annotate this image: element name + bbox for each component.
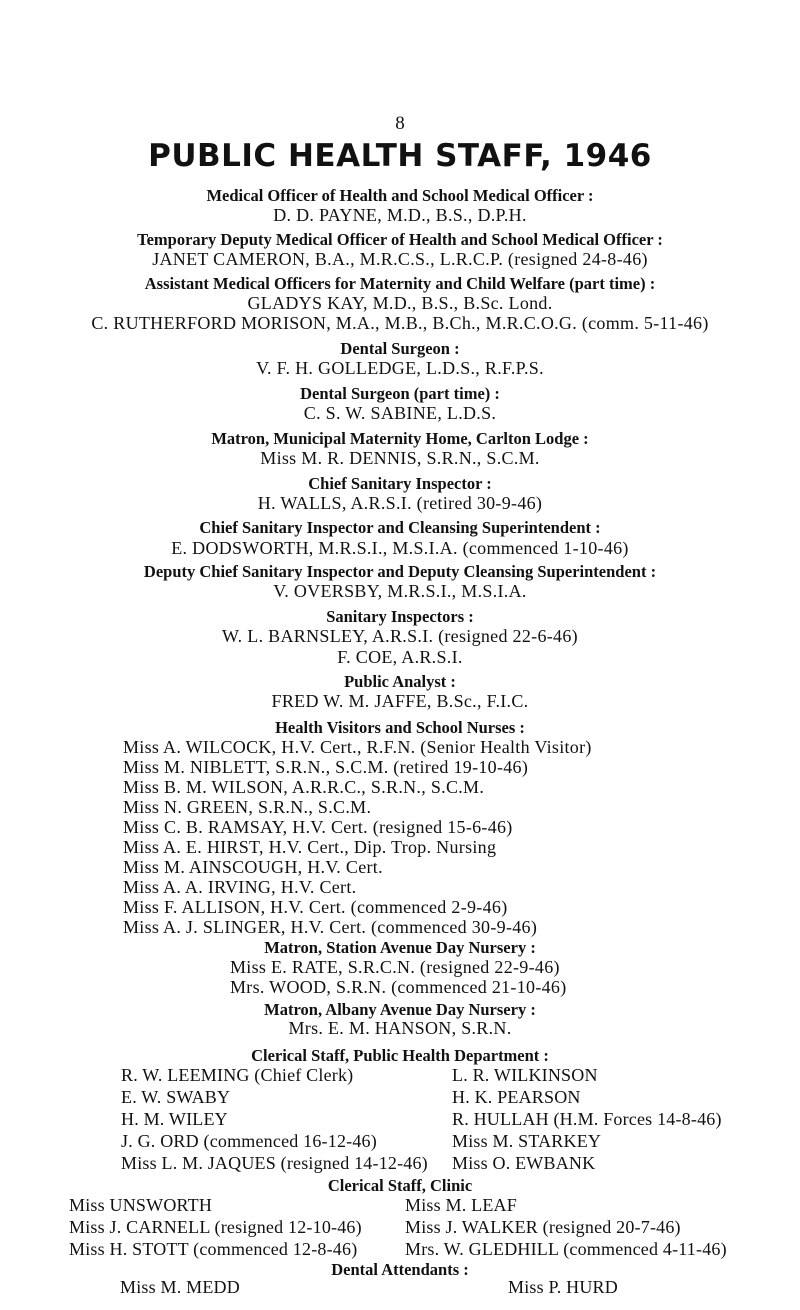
section-heading: Dental Attendants : [331,1260,469,1279]
staff-name: F. COE, A.R.S.I. [337,647,463,667]
dental-attendants-row [120,1276,720,1298]
table-cell: Miss H. STOTT (commenced 12-8-46) [69,1239,358,1259]
section-heading: Public Analyst : [344,672,456,691]
list-item: Miss M. NIBLETT, S.R.N., S.C.M. (retired 19-10-46) [123,757,529,777]
matron-station-list [230,957,567,997]
page-number: 8 [395,113,405,134]
health-visitors-list [123,737,592,937]
staff-name: V. F. H. GOLLEDGE, L.D.S., R.F.P.S. [256,358,544,378]
page-title: PUBLIC HEALTH STAFF, 1946 [148,138,652,174]
table-row [121,1152,781,1174]
list-item: Miss N. GREEN, S.R.N., S.C.M. [123,797,372,817]
table-cell: Miss M. STARKEY [452,1131,602,1151]
table-cell: Miss J. CARNELL (resigned 12-10-46) [69,1217,362,1237]
section-heading: Clerical Staff, Public Health Department : [251,1046,549,1065]
list-item: Miss F. ALLISON, H.V. Cert. (commenced 2-9-46) [123,897,508,917]
table-cell: J. G. ORD (commenced 16-12-46) [121,1131,377,1151]
list-item: Miss A. A. IRVING, H.V. Cert. [123,877,357,897]
table-cell: Miss M. LEAF [405,1195,517,1215]
table-cell: Miss J. WALKER (resigned 20-7-46) [405,1217,681,1237]
clerical-clinic-table [69,1194,789,1260]
section-heading: Sanitary Inspectors : [326,607,474,626]
staff-name: H. WALLS, A.R.S.I. (retired 30-9-46) [257,493,543,513]
table-row [121,1086,781,1108]
section-heading: Dental Surgeon : [340,339,460,358]
section-heading: Assistant Medical Officers for Maternity and Child Welfare (part time) : [144,274,656,293]
staff-name: D. D. PAYNE, M.D., B.S., D.P.H. [273,205,527,225]
table-row [69,1216,789,1238]
table-cell: Miss UNSWORTH [69,1195,213,1215]
clerical-phd-table [121,1064,781,1174]
list-item: Miss C. B. RAMSAY, H.V. Cert. (resigned 15-6-46) [123,817,513,837]
section-heading: Health Visitors and School Nurses : [275,718,525,737]
table-cell: R. W. LEEMING (Chief Clerk) [121,1065,354,1085]
staff-name: C. RUTHERFORD MORISON, M.A., M.B., B.Ch., M.R.C.O.G. (comm. 5-11-46) [91,313,709,333]
section-heading: Dental Surgeon (part time) : [300,384,500,403]
table-row [120,1276,720,1298]
list-item: Miss E. RATE, S.R.C.N. (resigned 22-9-46) [230,957,560,977]
table-row [121,1130,781,1152]
table-cell: H. K. PEARSON [452,1087,581,1107]
section-heading: Chief Sanitary Inspector and Cleansing Superintendent : [199,518,601,537]
staff-name: FRED W. M. JAFFE, B.Sc., F.I.C. [271,691,529,711]
staff-name: C. S. W. SABINE, L.D.S. [303,403,497,423]
section-heading: Deputy Chief Sanitary Inspector and Deputy Cleansing Superintendent : [143,562,657,581]
staff-name: JANET CAMERON, B.A., M.R.C.S., L.R.C.P. (resigned 24-8-46) [152,249,648,269]
list-item: Miss M. AINSCOUGH, H.V. Cert. [123,857,383,877]
table-row [121,1108,781,1130]
staff-name: GLADYS KAY, M.D., B.S., B.Sc. Lond. [247,293,553,313]
table-row [69,1194,789,1216]
table-cell: Miss M. MEDD [120,1277,240,1297]
list-item: Miss A. E. HIRST, H.V. Cert., Dip. Trop. Nursing [123,837,497,857]
table-row [121,1064,781,1086]
list-item: Mrs. WOOD, S.R.N. (commenced 21-10-46) [230,977,567,997]
list-item: Miss A. WILCOCK, H.V. Cert., R.F.N. (Senior Health Visitor) [123,737,592,757]
table-cell: L. R. WILKINSON [452,1065,598,1085]
list-item: Miss A. J. SLINGER, H.V. Cert. (commenced 30-9-46) [123,917,538,937]
table-row [69,1238,789,1260]
table-cell: E. W. SWABY [121,1087,231,1107]
table-cell: Miss L. M. JAQUES (resigned 14-12-46) [121,1153,428,1173]
list-item: Miss B. M. WILSON, A.R.R.C., S.R.N., S.C.M. [123,777,485,797]
staff-name: V. OVERSBY, M.R.S.I., M.S.I.A. [273,581,527,601]
section-heading: Matron, Station Avenue Day Nursery : [264,938,536,957]
section-heading: Chief Sanitary Inspector : [308,474,492,493]
table-cell: Miss O. EWBANK [452,1153,596,1173]
table-cell: H. M. WILEY [121,1109,228,1129]
section-heading: Matron, Albany Avenue Day Nursery : [264,1000,536,1019]
section-heading: Matron, Municipal Maternity Home, Carlton Lodge : [211,429,589,448]
staff-name: Miss M. R. DENNIS, S.R.N., S.C.M. [260,448,540,468]
section-heading: Clerical Staff, Clinic [327,1176,473,1195]
staff-name: E. DODSWORTH, M.R.S.I., M.S.I.A. (commenced 1-10-46) [171,538,629,558]
table-cell: Miss P. HURD [508,1277,618,1297]
staff-name: W. L. BARNSLEY, A.R.S.I. (resigned 22-6-46) [222,626,578,646]
staff-name: Mrs. E. M. HANSON, S.R.N. [288,1018,512,1038]
table-cell: Mrs. W. GLEDHILL (commenced 4-11-46) [405,1239,727,1259]
section-heading: Temporary Deputy Medical Officer of Health and School Medical Officer : [137,230,663,249]
table-cell: R. HULLAH (H.M. Forces 14-8-46) [452,1109,722,1129]
section-heading: Medical Officer of Health and School Medical Officer : [206,186,594,205]
